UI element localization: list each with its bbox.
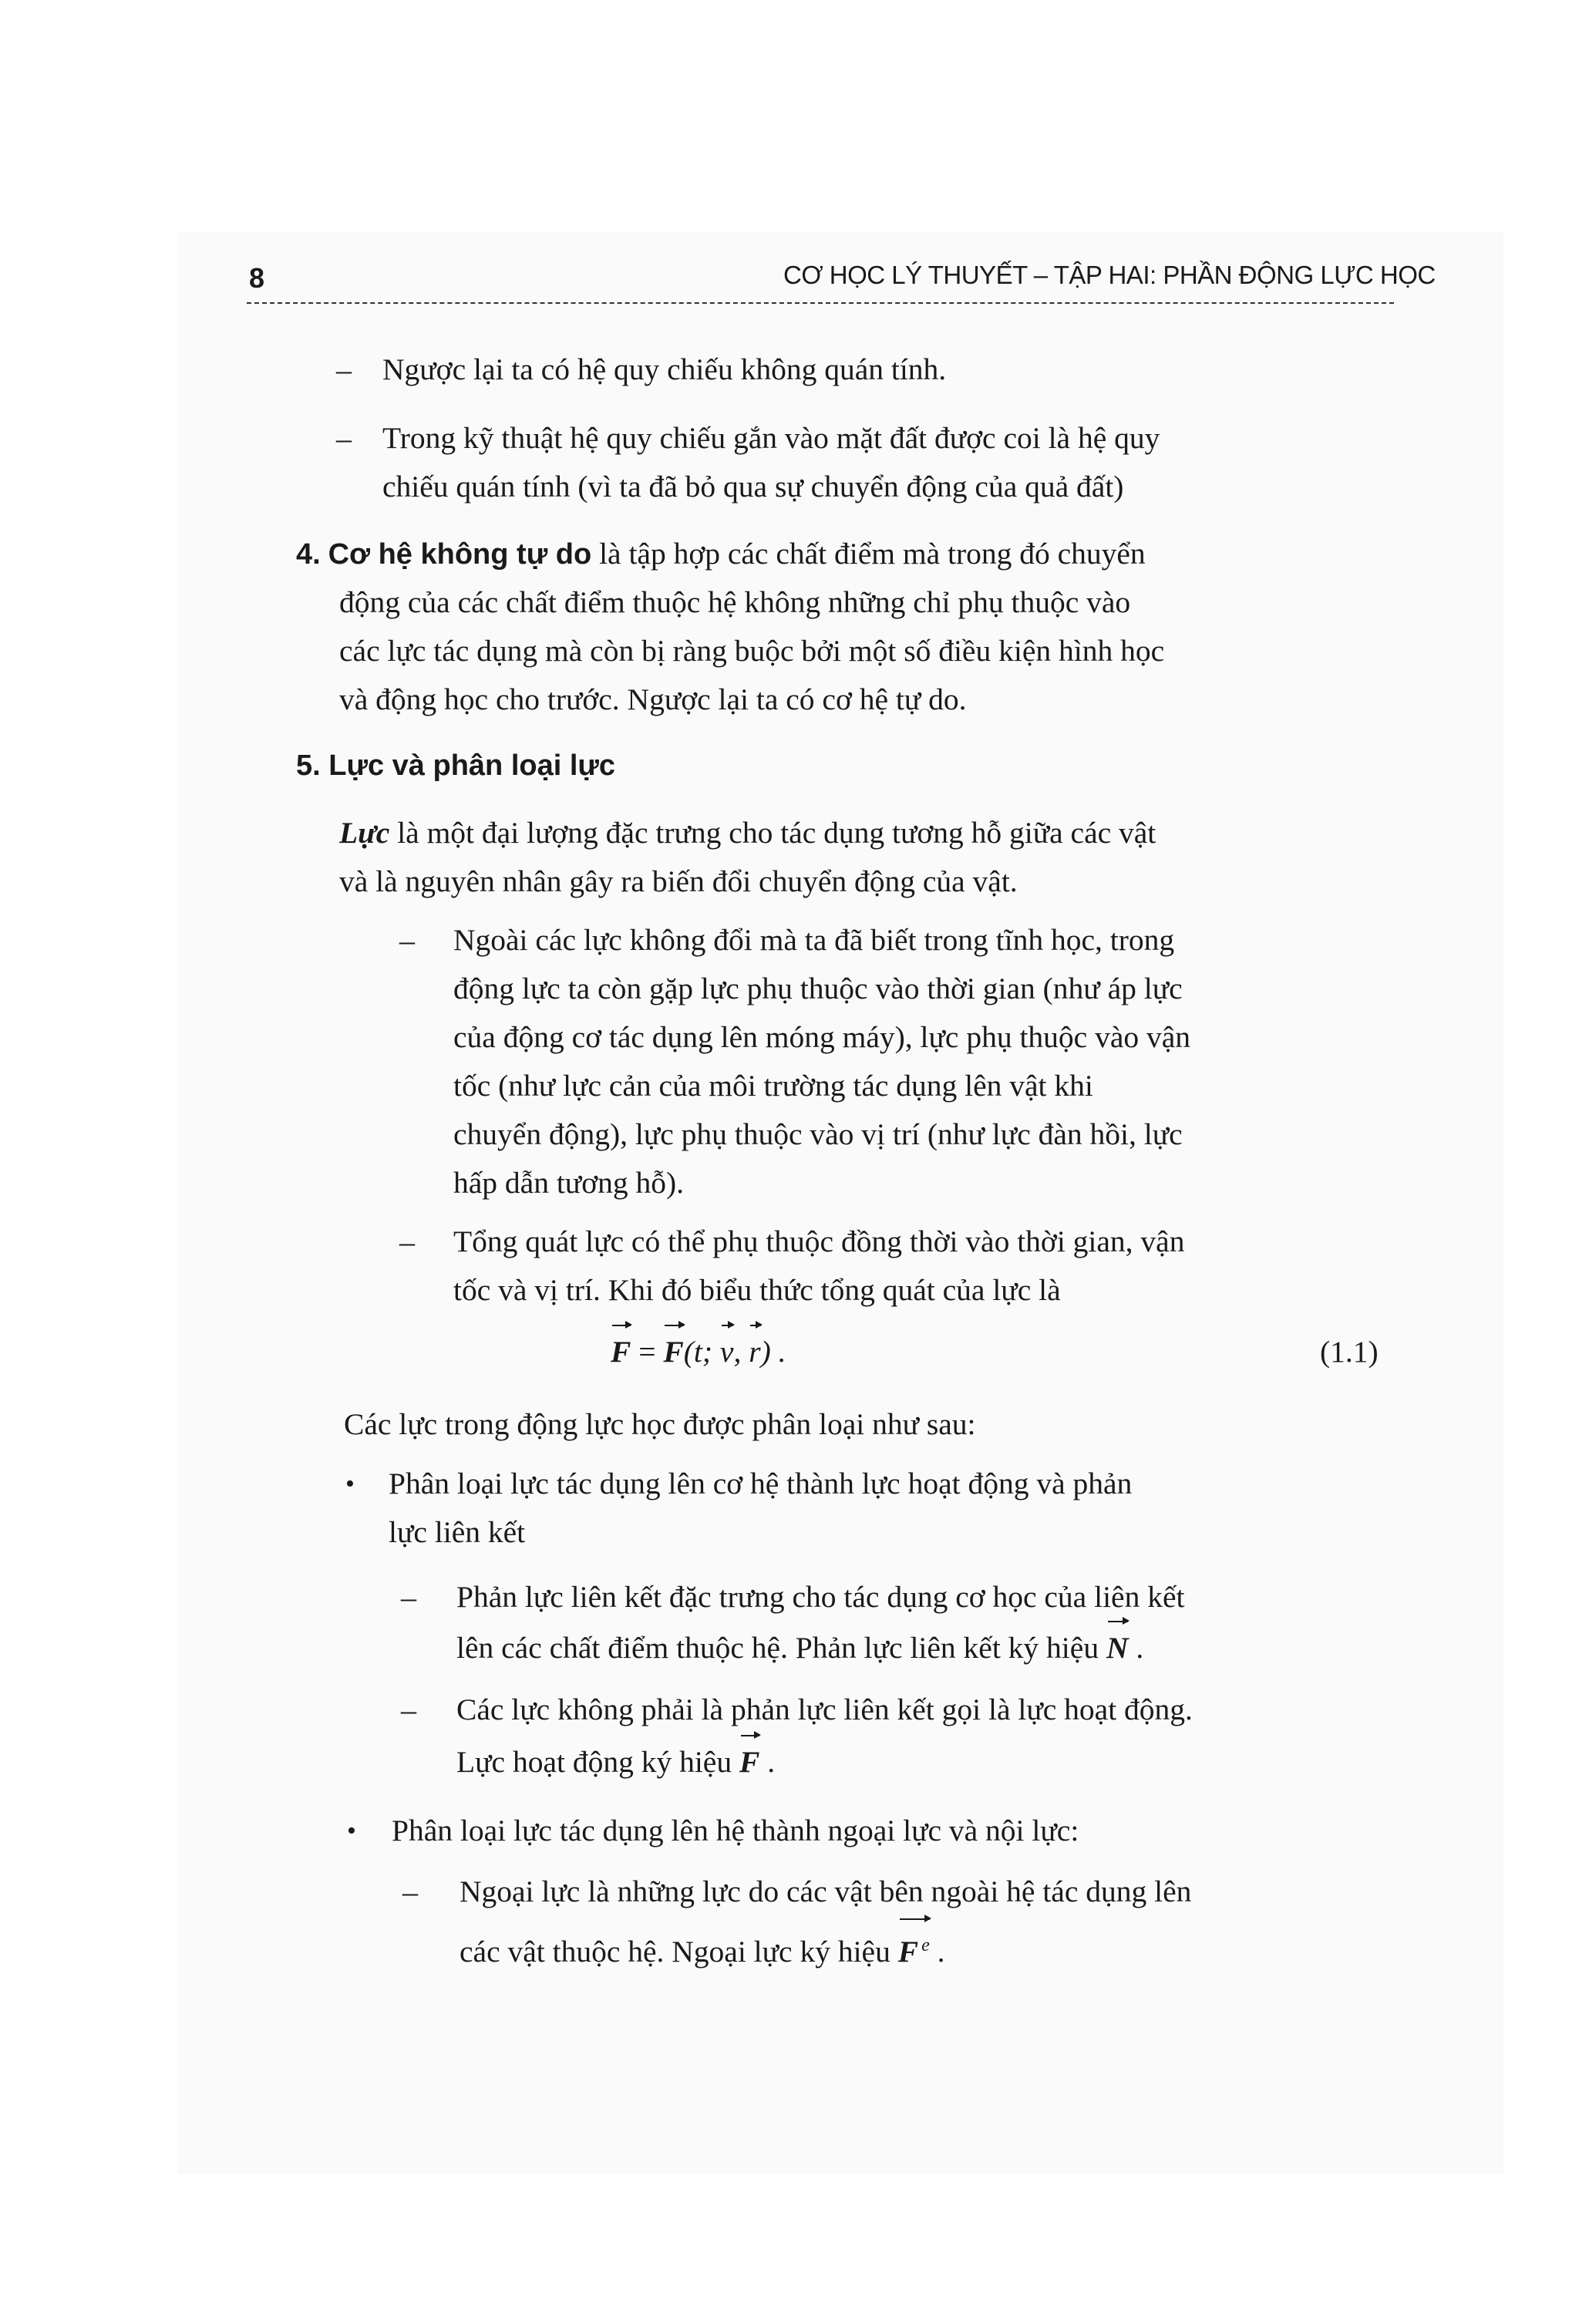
text-line: Phản lực liên kết đặc trưng cho tác dụng cơ học của liên kết [456,1580,1185,1614]
header-rule [247,302,1394,304]
text-line: tốc (như lực cản của môi trường tác dụng lên vật khi [453,1069,1093,1103]
list-marker: – [336,352,352,387]
definition-first-line [339,809,1156,857]
text-line: là tập hợp các chất điểm mà trong đó chuyển [599,537,1146,571]
bullet-marker: • [345,1470,355,1498]
section-4-first-line [296,530,1146,579]
text-line: hấp dẫn tương hỗ). [453,1166,684,1200]
text-line: động lực ta còn gặp lực phụ thuộc vào thời gian (như áp lực [453,972,1183,1005]
vector-f-external-symbol [898,1922,930,1976]
text-line: các lực tác dụng mà còn bị ràng buộc bởi một số điều kiện hình học [339,634,1165,668]
vector-n-symbol: N [1106,1624,1129,1672]
text-line: động của các chất điểm thuộc hệ không những chỉ phụ thuộc vào [339,585,1131,619]
text-line-with-symbol [460,1922,945,1976]
equation-args: (t; [683,1335,720,1369]
text-line: chuyển động), lực phụ thuộc vào vị trí (như lực đàn hồi, lực [453,1117,1183,1151]
text-line: tốc và vị trí. Khi đó biểu thức tổng quát của lực là [453,1273,1061,1307]
text-line: chiếu quán tính (vì ta đã bỏ qua sự chuyển động của quả đất) [382,470,1124,504]
text-line: Các lực không phải là phản lực liên kết gọi là lực hoạt động. [456,1692,1193,1726]
text-line: và động học cho trước. Ngược lại ta có cơ hệ tự do. [339,682,967,716]
equation-close: ) . [760,1335,786,1369]
list-marker: – [402,1874,418,1909]
vector-r-symbol: r [749,1328,760,1376]
bullet-marker: • [347,1817,356,1845]
page-number: 8 [249,262,265,294]
text-line: Trong kỹ thuật hệ quy chiếu gắn vào mặt đất được coi là hệ quy [382,421,1160,455]
text-line: Ngoại lực là những lực do các vật bên ngoài hệ tác dụng lên [460,1874,1192,1908]
vector-f-symbol: F [739,1738,759,1787]
symbol-letter: F [897,1935,919,1969]
list-marker: – [336,421,352,456]
section-4-term: Cơ hệ không tự do [328,538,592,571]
text-line-with-symbol [456,1624,1143,1672]
text-line: là một đại lượng đặc trưng cho tác dụng tương hỗ giữa các vật [397,816,1156,850]
sentence-end: . [767,1745,776,1779]
text-segment: lên các chất điểm thuộc hệ. Phản lực liên kết ký hiệu [456,1631,1099,1665]
text-line: Ngược lại ta có hệ quy chiếu không quán tính. [382,352,947,386]
section-4-number: 4. [296,538,321,571]
text-line: Phân loại lực tác dụng lên hệ thành ngoại lực và nội lực: [392,1814,1079,1847]
equals-sign: = [638,1335,656,1369]
equation-number: (1.1) [1320,1335,1379,1369]
definition-term: Lực [339,816,390,850]
equation-1-1 [611,1328,786,1376]
text-segment: các vật thuộc hệ. Ngoại lực ký hiệu [460,1935,891,1969]
text-line-with-symbol [456,1738,775,1787]
text-line: Tổng quát lực có thể phụ thuộc đồng thời vào thời gian, vận [453,1224,1185,1258]
text-line: lực liên kết [389,1515,526,1549]
equation-comma: , [733,1335,749,1369]
list-marker: – [401,1692,416,1727]
vector-f-symbol: F [663,1328,683,1376]
text-segment: Lực hoạt động ký hiệu [456,1745,732,1779]
list-marker: – [401,1580,416,1615]
vector-v-symbol: v [720,1328,734,1376]
vector-f-symbol: F [611,1328,631,1376]
list-marker: – [399,1224,415,1259]
list-marker: – [399,923,415,958]
section-5-heading: 5. Lực và phân loại lực [296,749,616,782]
text-line: của động cơ tác dụng lên móng máy), lực phụ thuộc vào vận [453,1020,1191,1054]
sentence-end: . [1136,1631,1144,1665]
running-title: CƠ HỌC LÝ THUYẾT – TẬP HAI: PHẦN ĐỘNG LỰC HỌC [783,261,1436,289]
text-line: Các lực trong động lực học được phân loại như sau: [344,1407,976,1441]
sentence-end: . [937,1935,945,1969]
symbol-superscript: e [921,1935,930,1955]
text-line: Ngoài các lực không đổi mà ta đã biết trong tĩnh học, trong [453,923,1175,957]
text-line: và là nguyên nhân gây ra biến đổi chuyển động của vật. [339,864,1018,898]
text-line: Phân loại lực tác dụng lên cơ hệ thành lực hoạt động và phản [389,1467,1133,1500]
